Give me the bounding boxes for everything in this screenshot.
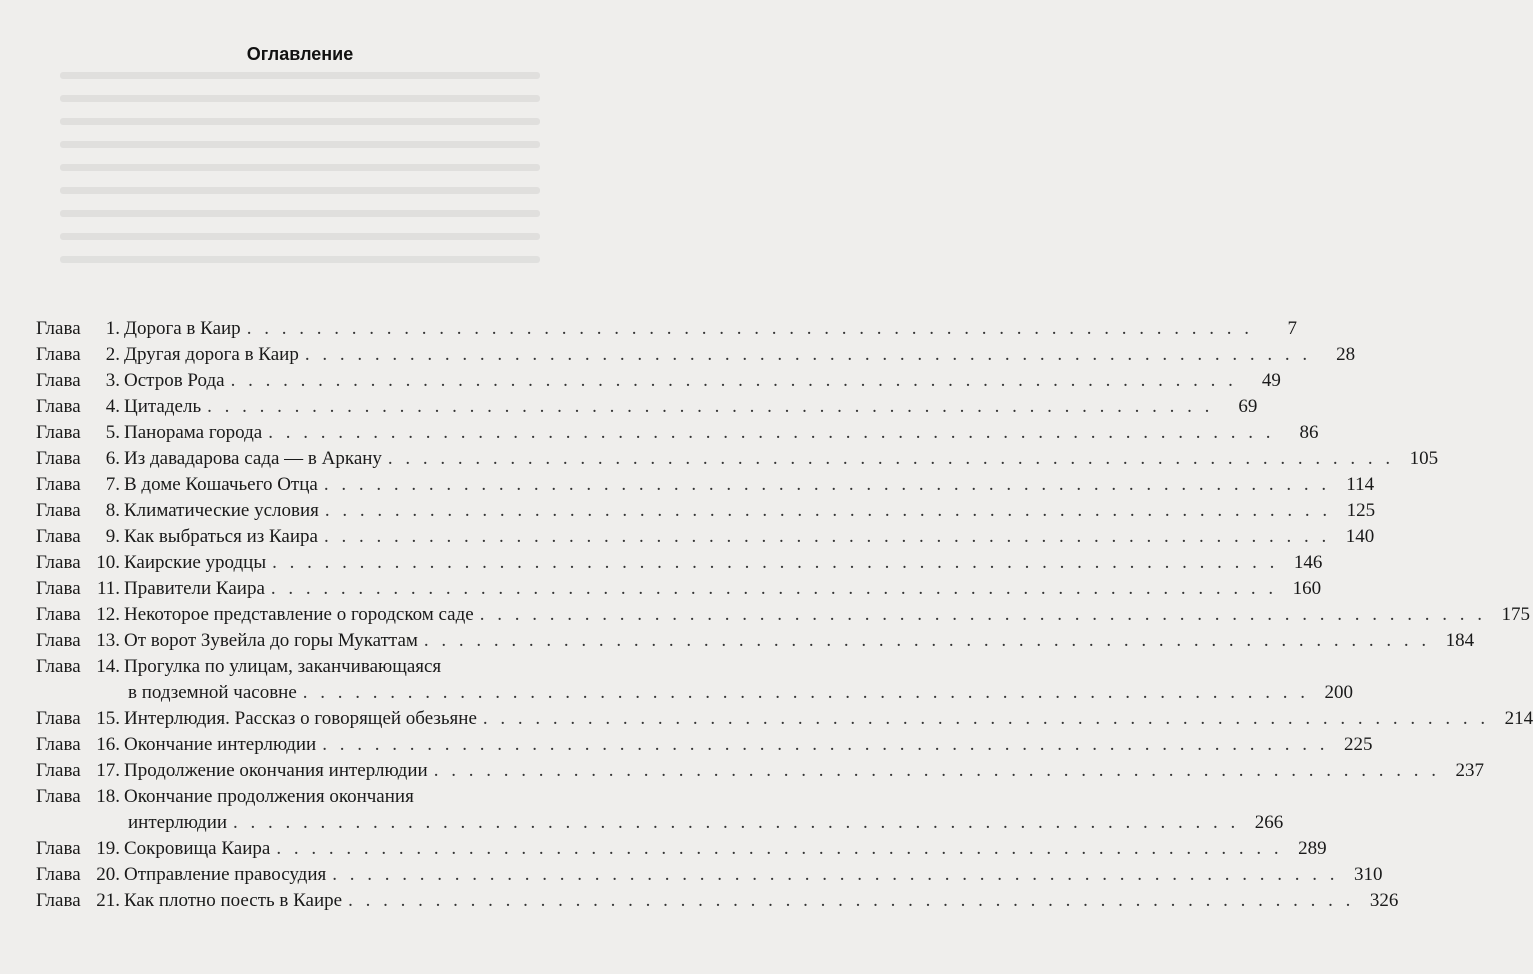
chapter-title: Каирские уродцы bbox=[124, 552, 267, 573]
chapter-label: Глава bbox=[36, 526, 81, 547]
chapter-number: 15. bbox=[96, 708, 120, 729]
chapter-number: 8. bbox=[105, 500, 120, 521]
chapter-number: 7. bbox=[105, 474, 120, 495]
dot-leader: . . . . . . . . . . . . . . . . . . . . . . . . . . . . . . . . . . . . . . . . . . . . . . . . . . . . . . . . . . bbox=[270, 578, 1278, 599]
chapter-label: Глава bbox=[36, 734, 81, 755]
chapter-number: 3. bbox=[105, 370, 120, 391]
chapter-number: 21. bbox=[96, 890, 120, 911]
chapter-number: 18. bbox=[96, 786, 120, 807]
dot-leader: . . . . . . . . . . . . . . . . . . . . . . . . . . . . . . . . . . . . . . . . . . . . . . . . . . . . . . . . . . bbox=[207, 396, 1214, 417]
page-number: 125 bbox=[1346, 500, 1376, 521]
chapter-title: Климатические условия bbox=[124, 500, 319, 521]
toc-entry[interactable] bbox=[36, 550, 1323, 576]
toc-entry[interactable] bbox=[36, 862, 1383, 888]
chapter-label: Глава bbox=[36, 422, 81, 443]
chapter-number: 19. bbox=[96, 838, 120, 859]
chapter-title: Интерлюдия. Рассказ о говорящей обезьяне bbox=[124, 708, 477, 729]
chapter-title: Отправление правосудия bbox=[124, 864, 327, 885]
page-number: 69 bbox=[1238, 396, 1258, 417]
page-number: 326 bbox=[1369, 890, 1399, 911]
toc-entry[interactable] bbox=[36, 420, 1319, 446]
page-number: 310 bbox=[1354, 864, 1383, 885]
chapter-label: Глава bbox=[36, 396, 81, 417]
toc-entry[interactable] bbox=[36, 342, 1356, 368]
page-number: 146 bbox=[1293, 552, 1323, 573]
chapter-number: 2. bbox=[105, 344, 120, 365]
dot-leader: . . . . . . . . . . . . . . . . . . . . . . . . . . . . . . . . . . . . . . . . . . . . . . . . . . . . . . . . . . bbox=[323, 474, 1331, 495]
dot-leader: . . . . . . . . . . . . . . . . . . . . . . . . . . . . . . . . . . . . . . . . . . . . . . . . . . . . . . . . . . bbox=[230, 370, 1237, 391]
page-number: 28 bbox=[1336, 344, 1356, 365]
chapter-number: 20. bbox=[96, 864, 120, 885]
toc-entry[interactable] bbox=[36, 446, 1439, 472]
page-number: 237 bbox=[1455, 760, 1484, 781]
toc-entry[interactable] bbox=[36, 316, 1297, 342]
chapter-title: Правители Каира bbox=[124, 578, 265, 599]
page-number: 200 bbox=[1324, 682, 1354, 703]
chapter-number: 6. bbox=[105, 448, 120, 469]
toc-entry[interactable] bbox=[36, 888, 1399, 914]
page-number: 7 bbox=[1287, 318, 1297, 339]
chapter-label: Глава bbox=[36, 708, 81, 729]
dot-leader: . . . . . . . . . . . . . . . . . . . . . . . . . . . . . . . . . . . . . . . . . . . . . . . . . . . . . . . . . . bbox=[387, 448, 1395, 469]
dot-leader: . . . . . . . . . . . . . . . . . . . . . . . . . . . . . . . . . . . . . . . . . . . . . . . . . . . . . . . . . . bbox=[433, 760, 1440, 781]
chapter-number: 13. bbox=[96, 630, 120, 651]
dot-leader: . . . . . . . . . . . . . . . . . . . . . . . . . . . . . . . . . . . . . . . . . . . . . . . . . . . . . . . . . . bbox=[482, 708, 1490, 729]
dot-leader: . . . . . . . . . . . . . . . . . . . . . . . . . . . . . . . . . . . . . . . . . . . . . . . . . . . . . . . . . . bbox=[302, 682, 1310, 703]
toc-entry[interactable] bbox=[36, 706, 1533, 732]
dot-leader: . . . . . . . . . . . . . . . . . . . . . . . . . . . . . . . . . . . . . . . . . . . . . . . . . . . . . . . . . . bbox=[233, 812, 1240, 833]
chapter-label: Глава bbox=[36, 604, 81, 625]
chapter-title: Прогулка по улицам, заканчивающаяся bbox=[124, 656, 442, 677]
chapter-title: От ворот Зувейла до горы Мукаттам bbox=[124, 630, 418, 651]
chapter-title: Остров Рода bbox=[124, 370, 225, 391]
chapter-label: Глава bbox=[36, 474, 81, 495]
page-number: 86 bbox=[1299, 422, 1319, 443]
chapter-title: Как плотно поесть в Каире bbox=[124, 890, 343, 911]
chapter-number: 12. bbox=[96, 604, 120, 625]
chapter-label: Глава bbox=[36, 370, 81, 391]
chapter-title-continued: в подземной часовне bbox=[128, 682, 297, 703]
dot-leader: . . . . . . . . . . . . . . . . . . . . . . . . . . . . . . . . . . . . . . . . . . . . . . . . . . . . . . . . . . bbox=[272, 552, 1279, 573]
chapter-title: Панорама города bbox=[124, 422, 263, 443]
dot-leader: . . . . . . . . . . . . . . . . . . . . . . . . . . . . . . . . . . . . . . . . . . . . . . . . . . . . . . . . . . bbox=[348, 890, 1355, 911]
page-number: 49 bbox=[1261, 370, 1281, 391]
toc-entry[interactable] bbox=[36, 654, 1354, 706]
dot-leader: . . . . . . . . . . . . . . . . . . . . . . . . . . . . . . . . . . . . . . . . . . . . . . . . . . . . . . . . . . bbox=[479, 604, 1486, 625]
chapter-number: 14. bbox=[96, 656, 120, 677]
chapter-label: Глава bbox=[36, 760, 81, 781]
dot-leader: . . . . . . . . . . . . . . . . . . . . . . . . . . . . . . . . . . . . . . . . . . . . . . . . . . . . . . . . . . bbox=[246, 318, 1253, 339]
page-number: 160 bbox=[1292, 578, 1322, 599]
chapter-label: Глава bbox=[36, 318, 81, 339]
chapter-title: Сокровища Каира bbox=[124, 838, 271, 859]
toc-entry[interactable] bbox=[36, 602, 1530, 628]
chapter-title: Некоторое представление о городском саде bbox=[124, 604, 474, 625]
chapter-title-continued: интерлюдии bbox=[128, 812, 228, 833]
chapter-label: Глава bbox=[36, 786, 81, 807]
chapter-label: Глава bbox=[36, 448, 81, 469]
chapter-number: 5. bbox=[105, 422, 120, 443]
toc-entry[interactable] bbox=[36, 836, 1327, 862]
chapter-number: 1. bbox=[105, 318, 120, 339]
toc-entry[interactable] bbox=[36, 472, 1375, 498]
chapter-title: Продолжение окончания интерлюдии bbox=[124, 760, 428, 781]
toc-entry[interactable] bbox=[36, 784, 1284, 836]
chapter-number: 16. bbox=[96, 734, 120, 755]
page-title: Оглавление bbox=[246, 44, 354, 64]
chapter-label: Глава bbox=[36, 630, 81, 651]
dot-leader: . . . . . . . . . . . . . . . . . . . . . . . . . . . . . . . . . . . . . . . . . . . . . . . . . . . . . . . . . . bbox=[276, 838, 1283, 859]
chapter-label: Глава bbox=[36, 552, 81, 573]
table-of-contents bbox=[36, 316, 1533, 914]
dot-leader: . . . . . . . . . . . . . . . . . . . . . . . . . . . . . . . . . . . . . . . . . . . . . . . . . . . . . . . . . . bbox=[332, 864, 1339, 885]
chapter-title: Цитадель bbox=[124, 396, 202, 417]
chapter-number: 9. bbox=[105, 526, 120, 547]
toc-entry[interactable] bbox=[36, 524, 1375, 550]
chapter-label: Глава bbox=[36, 838, 81, 859]
toc-entry[interactable] bbox=[36, 758, 1484, 784]
chapter-number: 4. bbox=[105, 396, 120, 417]
bleed-through-text bbox=[60, 56, 540, 306]
page-number: 266 bbox=[1254, 812, 1284, 833]
toc-entry[interactable] bbox=[36, 498, 1376, 524]
chapter-title: Окончание продолжения окончания bbox=[124, 786, 414, 807]
page-number: 105 bbox=[1409, 448, 1439, 469]
page-number: 114 bbox=[1346, 474, 1375, 495]
chapter-label: Глава bbox=[36, 344, 81, 365]
page-number: 184 bbox=[1445, 630, 1475, 651]
chapter-number: 11. bbox=[96, 578, 120, 599]
dot-leader: . . . . . . . . . . . . . . . . . . . . . . . . . . . . . . . . . . . . . . . . . . . . . . . . . . . . . . . . . . bbox=[268, 422, 1275, 443]
page-number: 175 bbox=[1501, 604, 1530, 625]
toc-entry[interactable] bbox=[36, 628, 1475, 654]
chapter-number: 17. bbox=[96, 760, 120, 781]
chapter-label: Глава bbox=[36, 500, 81, 521]
chapter-number: 10. bbox=[96, 552, 120, 573]
chapter-label: Глава bbox=[36, 578, 81, 599]
toc-entry[interactable] bbox=[36, 732, 1373, 758]
toc-entry[interactable] bbox=[36, 394, 1258, 420]
chapter-label: Глава bbox=[36, 656, 81, 677]
page-number: 140 bbox=[1345, 526, 1375, 547]
dot-leader: . . . . . . . . . . . . . . . . . . . . . . . . . . . . . . . . . . . . . . . . . . . . . . . . . . . . . . . . . . bbox=[324, 500, 1332, 521]
chapter-label: Глава bbox=[36, 890, 81, 911]
chapter-title: Как выбраться из Каира bbox=[124, 526, 318, 547]
toc-entry[interactable] bbox=[36, 576, 1322, 602]
chapter-label: Глава bbox=[36, 864, 81, 885]
dot-leader: . . . . . . . . . . . . . . . . . . . . . . . . . . . . . . . . . . . . . . . . . . . . . . . . . . . . . . . . . . bbox=[423, 630, 1431, 651]
page-number: 214 bbox=[1504, 708, 1533, 729]
dot-leader: . . . . . . . . . . . . . . . . . . . . . . . . . . . . . . . . . . . . . . . . . . . . . . . . . . . . . . . . . . bbox=[322, 734, 1329, 755]
page-number: 289 bbox=[1298, 838, 1327, 859]
page-number: 225 bbox=[1343, 734, 1373, 755]
chapter-title: Окончание интерлюдии bbox=[124, 734, 317, 755]
dot-leader: . . . . . . . . . . . . . . . . . . . . . . . . . . . . . . . . . . . . . . . . . . . . . . . . . . . . . . . . . . bbox=[323, 526, 1331, 547]
toc-entry[interactable] bbox=[36, 368, 1281, 394]
chapter-title: В доме Кошачьего Отца bbox=[124, 474, 318, 495]
dot-leader: . . . . . . . . . . . . . . . . . . . . . . . . . . . . . . . . . . . . . . . . . . . . . . . . . . . . . . . . . . bbox=[304, 344, 1312, 365]
chapter-title: Дорога в Каир bbox=[124, 318, 241, 339]
chapter-title: Другая дорога в Каир bbox=[124, 344, 299, 365]
chapter-title: Из давадарова сада — в Аркану bbox=[124, 448, 382, 469]
